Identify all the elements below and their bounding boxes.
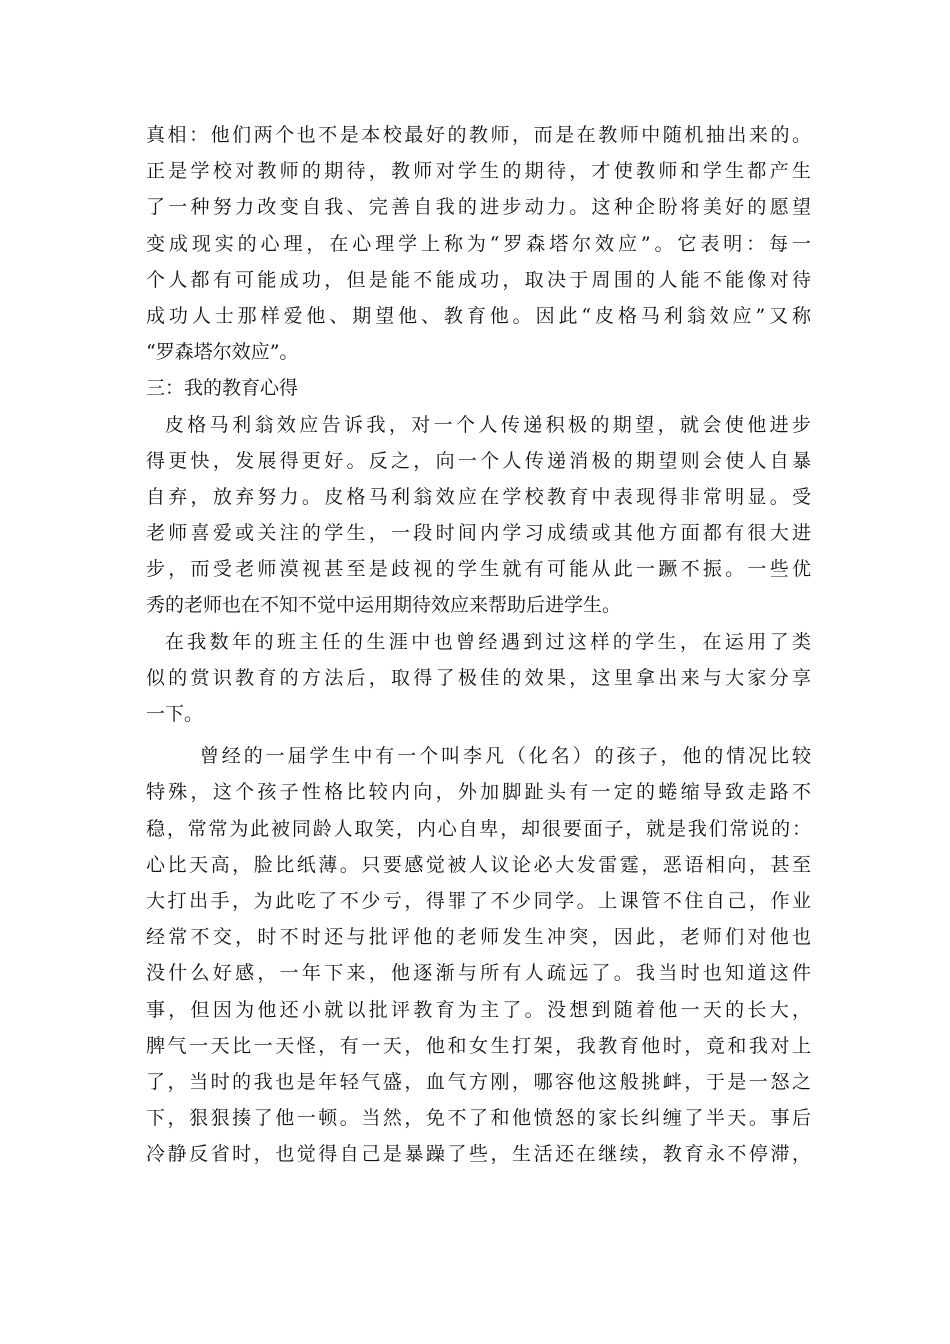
text-line: 曾经的一届学生中有一个叫李凡（化名）的孩子，他的情况比较 xyxy=(146,745,811,768)
paragraph-student-story xyxy=(146,738,811,1172)
text-line: 秀的老师也在不知不觉中运用期待效应来帮助后进学生。 xyxy=(146,594,622,617)
text-line: 步，而受老师漠视甚至是歧视的学生就有可能从此一蹶不振。一些优 xyxy=(146,558,811,581)
text-line: 老师喜爱或关注的学生，一段时间内学习成绩或其他方面都有很大进 xyxy=(146,522,811,545)
text-line: 心比天高，脸比纸薄。只要感觉被人议论必大发雷霆，恶语相向，甚至 xyxy=(146,853,811,876)
paragraph-pygmalion-effect xyxy=(146,407,811,624)
text-line: 特殊，这个孩子性格比较内向，外加脚趾头有一定的蜷缩导致走路不 xyxy=(146,781,811,804)
text-line: “罗森塔尔效应”。 xyxy=(146,341,299,364)
text-line: 事，但因为他还小就以批评教育为主了。没想到随着他一天的长大， xyxy=(146,998,811,1021)
text-line: 真相：他们两个也不是本校最好的教师，而是在教师中随机抽出来的。 xyxy=(146,124,811,146)
text-line: 大打出手，为此吃了不少亏，得罪了不少同学。上课管不住自己，作业 xyxy=(146,889,811,912)
text-line: 没什么好感，一年下来，他逐渐与所有人疏远了。我当时也知道这件 xyxy=(146,962,811,985)
text-line: 稳，常常为此被同龄人取笑，内心自卑，却很要面子，就是我们常说的： xyxy=(146,817,811,840)
text-line: 了一种努力改变自我、完善自我的进步动力。这种企盼将美好的愿望 xyxy=(146,196,811,219)
text-line: 似的赏识教育的方法后，取得了极佳的效果，这里拿出来与大家分享 xyxy=(146,666,811,689)
paragraph-teacher-career xyxy=(146,624,811,733)
text-line: 变成现实的心理，在心理学上称为“罗森塔尔效应”。它表明：每一 xyxy=(146,232,811,255)
text-line: 在我数年的班主任的生涯中也曾经遇到过这样的学生，在运用了类 xyxy=(146,630,811,653)
text-line: 下，狠狠揍了他一顿。当然，免不了和他愤怒的家长纠缠了半天。事后 xyxy=(146,1107,811,1130)
text-line: 个人都有可能成功，但是能不能成功，取决于周围的人能不能像对待 xyxy=(146,268,811,291)
text-line: 了，当时的我也是年轻气盛，血气方刚，哪容他这般挑衅，于是一怒之 xyxy=(146,1070,811,1093)
text-line: 自弃，放弃努力。皮格马利翁效应在学校教育中表现得非常明显。受 xyxy=(146,485,811,508)
text-line: 经常不交，时不时还与批评他的老师发生冲突，因此，老师们对他也 xyxy=(146,926,811,949)
text-line: 一下。 xyxy=(146,703,204,725)
text-line: 得更快，发展得更好。反之，向一个人传递消极的期望则会使人自暴 xyxy=(146,449,811,472)
text-line: 正是学校对教师的期待，教师对学生的期待，才使教师和学生都产生 xyxy=(146,160,811,183)
section-title: 三：我的教育心得 xyxy=(146,377,299,400)
document-body xyxy=(146,117,811,1172)
text-line: 成功人士那样爱他、期望他、教育他。因此“皮格马利翁效应”又称 xyxy=(146,304,811,327)
section-heading xyxy=(146,370,811,406)
text-line: 冷静反省时，也觉得自己是暴躁了些，生活还在继续，教育永不停滞， xyxy=(146,1143,811,1166)
paragraph-rosenthal-effect xyxy=(146,117,811,370)
text-line: 皮格马利翁效应告诉我，对一个人传递积极的期望，就会使他进步 xyxy=(146,413,811,436)
text-line: 脾气一天比一天怪，有一天，他和女生打架，我教育他时，竟和我对上 xyxy=(146,1034,811,1057)
